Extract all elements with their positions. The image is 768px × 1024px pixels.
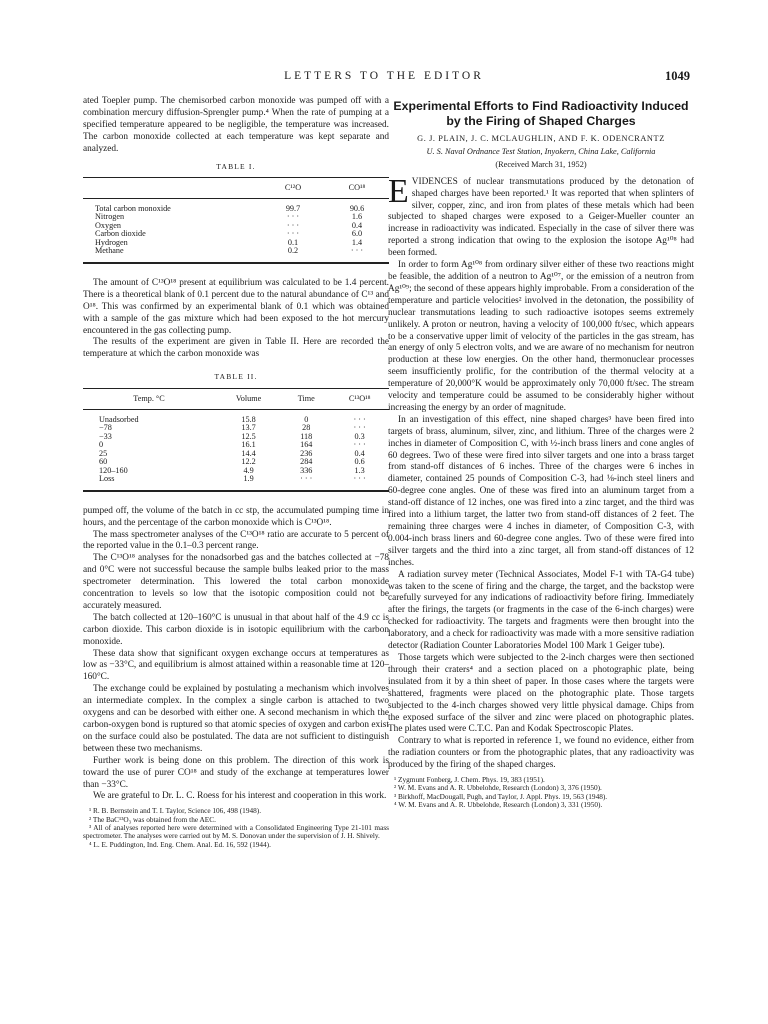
table1-header: CO¹⁸ xyxy=(325,178,389,199)
table2-cell: 1.9 xyxy=(215,475,282,491)
first-paragraph-text: VIDENCES of nuclear transmutations produced by the detonation of shaped charges have been reported.¹ It was reported that when splinters of silver, copper, zinc, and iron from plates of these metals which had been subjected to shaped charges were exposed to a Geiger-Mueller counter an increase in radioactivity was indicated. Especially in the case of silver there was reported a strong indication that owing to the explosion the isotope Ag¹⁰⁸ had been formed. xyxy=(388,176,694,259)
table2-cell: 1.3 xyxy=(354,465,365,475)
table2-cell: Loss xyxy=(83,475,215,491)
intro-paragraph: ated Toepler pump. The chemisorbed carbon monoxide was pumped off with a combination mercury diffusion-Sprengler pump.⁴ When the rate of pumping at a specified temperature appeared to be negligible, the temperature was increased. The carbon monoxide collected at each temperature was kept separate and analyzed. xyxy=(83,96,389,154)
table2-cell: 236 xyxy=(300,448,313,458)
table2-cell: −78 xyxy=(99,423,112,433)
table2-header: Volume xyxy=(215,389,282,410)
footnote: ² W. M. Evans and A. R. Ubbelohde, Research (London) 3, 376 (1950). xyxy=(394,783,602,793)
table1-cell: · · · xyxy=(286,229,300,239)
table2-row xyxy=(83,458,389,467)
table1-cell: Methane xyxy=(83,247,261,263)
article-title: Experimental Efforts to Find Radioactivity Induced by the Firing of Shaped Charges xyxy=(393,99,689,128)
table1-header xyxy=(83,178,261,199)
table2-row xyxy=(83,467,389,476)
table2-cell: · · · xyxy=(353,440,366,450)
table2-row xyxy=(83,441,389,450)
author-affiliation: U. S. Naval Ordnance Test Station, Inyokern, China Lake, California xyxy=(426,146,656,156)
table1-cell: · · · xyxy=(286,212,300,222)
body-paragraph: In an investigation of this effect, nine shaped charges³ have been fired into targets of brass, aluminum, silver, zinc, and lithium. Three of the charges were 2 inches in diameter of Composition C, with ½-inch brass liners and cone angles of 60 degrees. Two of these were fired into silver targets and one into a brass target from stand-off distances of 6 inches. Three of the charges were 6 inches in diameter, contained 25 pounds of Composition C-3, had ⅛-inch steel liners and 60-degree cone angles. One of these was fired into an aluminum target from a stand-off distance of 12 inches, one was fired into a zinc target, and the third was fired into a lithium target, the latter two from stand-off distances of 2 feet. The remaining three charges were 4 inches in diameter, of Composition C-3, with 0.004-inch brass liners and 60-degree cone angles. Two of these were fired into silver targets and the third into a zinc target, all from stand-off distances of 12 inches. xyxy=(388,414,694,568)
table1-cell: 6.0 xyxy=(351,229,363,239)
body-paragraph: These data show that significant oxygen exchange occurs at temperatures as low as −33°C, and equilibrium is almost attained within a reasonable time at 120–160°C. xyxy=(83,648,389,683)
footnote: ⁴ L. E. Puddington, Ind. Eng. Chem. Anal. Ed. 16, 592 (1944). xyxy=(89,839,271,849)
table1-cell: 0.1 xyxy=(287,237,299,247)
table1-cell: 99.7 xyxy=(285,203,301,213)
table1-row xyxy=(83,239,389,248)
table2-cell: 164 xyxy=(300,440,313,450)
table2-cell: 4.9 xyxy=(243,465,254,475)
body-paragraph: The C¹³O¹⁸ analyses for the nonadsorbed gas and the batches collected at −78 and 0°C were not successful because the sample bulbs leaked prior to the mass spectrometer determination. This lowered the total carbon monoxide concentration to levels so low that the isotopic composition could not be accurately measured. xyxy=(83,553,389,611)
table2-cell: 284 xyxy=(300,457,313,467)
table1-row xyxy=(83,213,389,222)
table1-row xyxy=(83,230,389,239)
footnote: ² The BaC¹³O₃ was obtained from the AEC. xyxy=(89,814,216,824)
page-number: 1049 xyxy=(665,69,690,83)
left-footnotes xyxy=(83,807,389,848)
table1 xyxy=(83,177,389,264)
table2-cell: · · · xyxy=(330,475,389,491)
table2-row xyxy=(83,475,389,491)
right-column xyxy=(388,96,694,809)
running-head: LETTERS TO THE EDITOR xyxy=(284,70,484,82)
footnote: ³ All of analyses reported here were determined with a Consolidated Engineering Type 21-101 mass spectrometer. The analyses were carried out by M. S. Donovan under the supervision of J. H. Shively. xyxy=(83,822,389,841)
table2-caption: TABLE II. xyxy=(214,372,258,382)
table1-cell: Nitrogen xyxy=(95,212,125,222)
footnote: ¹ Zygmunt Fonberg, J. Chem. Phys. 19, 383 (1951). xyxy=(394,775,545,785)
table2-cell: 16.1 xyxy=(241,440,256,450)
table2-row xyxy=(83,424,389,433)
drop-cap: E xyxy=(388,172,409,210)
table2-header: C¹³O¹⁸ xyxy=(330,389,389,410)
table2-cell: −33 xyxy=(99,431,112,441)
table2-row xyxy=(83,450,389,459)
body-paragraph: Contrary to what is reported in reference 1, we found no evidence, either from the radiation counters or from the photographic plates, that any radioactivity was produced by the firing of the shaped charges. xyxy=(388,736,694,771)
table2-cell: 12.5 xyxy=(241,431,256,441)
body-paragraph: The batch collected at 120–160°C is unusual in that about half of the 4.9 cc is carbon dioxide. This carbon dioxide is in isotopic equilibrium with the carbon monoxide. xyxy=(83,612,389,647)
table2-cell: · · · xyxy=(282,475,330,491)
table2-cell: 60 xyxy=(99,457,108,467)
body-paragraph: The mass spectrometer analyses of the C¹³O¹⁸ ratio are accurate to 5 percent of the reported value in the 0.1–0.3 percent range. xyxy=(83,529,389,552)
table2-cell: 25 xyxy=(99,448,108,458)
table1-cell: · · · xyxy=(325,247,389,263)
table2-cell: 0.3 xyxy=(354,431,365,441)
table1-cell: 1.4 xyxy=(351,237,363,247)
table1-cell: · · · xyxy=(286,220,300,230)
table2-cell: 15.8 xyxy=(241,414,256,424)
table1-caption: TABLE I. xyxy=(216,161,256,171)
body-paragraph: pumped off, the volume of the batch in cc stp, the accumulated pumping time in hours, and the percentage of the carbon monoxide which is C¹³O¹⁸. xyxy=(83,505,389,528)
table2 xyxy=(83,388,389,492)
table2-cell: 118 xyxy=(300,431,313,441)
body-paragraph: Those targets which were subjected to the 2-inch charges were then sectioned through their craters⁴ and a section placed on a photographic plate, being insulated from it by a thin sheet of paper. In those cases where the targets were shattered, fragments were placed on the photographic plate. Those targets subjected to the 4-inch charges showed very little physical damage. Chips from the exposed surface of the silver and zinc were placed on photographic plates. The plates used were C.T.C. Pan and Kodak Spectroscopic Plates. xyxy=(388,652,694,735)
table2-cell: · · · xyxy=(353,423,366,433)
article-authors: G. J. PLAIN, J. C. MCLAUGHLIN, AND F. K. ODENCRANTZ xyxy=(417,134,665,143)
body-paragraph: The exchange could be explained by postulating a mechanism which involves an intermediate complex. In the complex a single carbon is attached to two oxygens and can be desorbed with either one. A second mechanism in which the carbon-oxygen bond is ruptured so that atomic species of oxygen and carbon exist on the surface could also be postulated. The data are not sufficient to distinguish between these two mechanisms. xyxy=(83,684,389,754)
first-paragraph xyxy=(388,172,694,260)
table1-header: C¹²O xyxy=(261,178,325,199)
page-header xyxy=(0,70,768,84)
table2-cell: · · · xyxy=(353,414,366,424)
table2-row xyxy=(83,433,389,442)
body-paragraph: The amount of C¹³O¹⁸ present at equilibrium was calculated to be 1.4 percent. There is a theoretical blank of 0.1 percent due to the natural abundance of C¹³ and O¹⁸. This was confirmed by an experimental blank of 0.1 which was obtained with a sample of the gas mixture which had been exposed to the hot mercury encountered in the gas collecting pump. xyxy=(83,277,389,336)
table2-row xyxy=(83,409,389,424)
table2-cell: 13.7 xyxy=(241,423,256,433)
footnote: ¹ R. B. Bernstein and T. I. Taylor, Science 106, 498 (1948). xyxy=(89,806,262,816)
table1-cell: Total carbon monoxide xyxy=(95,203,171,213)
table2-cell: 12.2 xyxy=(241,457,256,467)
table2-cell: Unadsorbed xyxy=(99,414,139,424)
table1-row xyxy=(83,247,389,263)
body-paragraph: The results of the experiment are given in Table II. Here are recorded the temperature at which the carbon monoxide was xyxy=(83,337,389,360)
table1-cell: Carbon dioxide xyxy=(95,229,146,239)
table2-cell: 28 xyxy=(302,423,311,433)
table2-cell: 120–160 xyxy=(99,465,128,475)
body-paragraph: Further work is being done on this problem. The direction of this work is toward the use of purer CO¹⁸ and study of the exchange at temperatures lower than −33°C. xyxy=(83,755,389,790)
table1-cell: 0.2 xyxy=(261,247,325,263)
right-footnotes xyxy=(388,776,694,809)
table2-cell: 14.4 xyxy=(241,448,256,458)
table2-cell: 0.6 xyxy=(354,457,365,467)
table1-row xyxy=(83,198,389,213)
footnote: ⁴ W. M. Evans and A. R. Ubbelohde, Research (London) 3, 331 (1950). xyxy=(394,799,603,809)
table2-cell: 0 xyxy=(99,440,104,450)
left-column xyxy=(83,96,389,849)
table1-cell: 1.6 xyxy=(351,212,363,222)
body-paragraph: In order to form Ag¹⁰⁸ from ordinary silver either of these two reactions might be feasible, the addition of a neutron to Ag¹⁰⁷, or the emission of a neutron from Ag¹⁰⁹; the second of these appears highly improbable. From a consideration of the temperature and particle velocities² involved in the detonation, the possibility of nuclear transmutations leading to such radioactive isotopes seems extremely unlikely. A proton or neutron, having a velocity of 100,000 ft/sec, which appears to be a conservative upper limit of velocity of the particles in the gas stream, has an energy of only 5 electron volts, and we are aware of no mechanism for neutron production at these low energies. On the other hand, thermonuclear processes seem insufficiently prolific, for the contribution of the thermal velocity at a temperature of 20,000°K would be approximately only 70,000 ft/sec. The stream velocity and temperature could be assumed to be considerably higher without increasing the energy by an order of magnitude. xyxy=(388,260,694,413)
table2-cell: 0.4 xyxy=(354,448,365,458)
table2-header: Time xyxy=(282,389,330,410)
table1-cell: Oxygen xyxy=(95,220,121,230)
table1-cell: Hydrogen xyxy=(95,237,128,247)
table2-header: Temp. °C xyxy=(83,389,215,410)
body-paragraph: A radiation survey meter (Technical Associates, Model F-1 with TA-G4 tube) was taken to the scene of firing and the charge, the target, and the backstop were carefully surveyed for any indications of radioactivity before firing. Immediately after the firings, the targets (or fragments in the case of the 6-inch charges) were checked for radioactivity. The targets and fragments were then brought into the laboratory, and a check for radioactivity was made with a more sensitive radiation detector (Radiation Counter Laboratories Model 100 Mark 1 Geiger tube). xyxy=(388,569,694,652)
footnote: ³ Birkhoff, MacDougall, Pugh, and Taylor, J. Appl. Phys. 19, 563 (1948). xyxy=(394,791,608,801)
received-date: (Received March 31, 1952) xyxy=(495,159,587,169)
table1-cell: 0.4 xyxy=(351,220,363,230)
table2-cell: 336 xyxy=(300,465,313,475)
table1-cell: 90.6 xyxy=(349,203,365,213)
table2-cell: 0 xyxy=(304,414,309,424)
acknowledgment: We are grateful to Dr. L. C. Roess for his interest and cooperation in this work. xyxy=(93,791,387,802)
